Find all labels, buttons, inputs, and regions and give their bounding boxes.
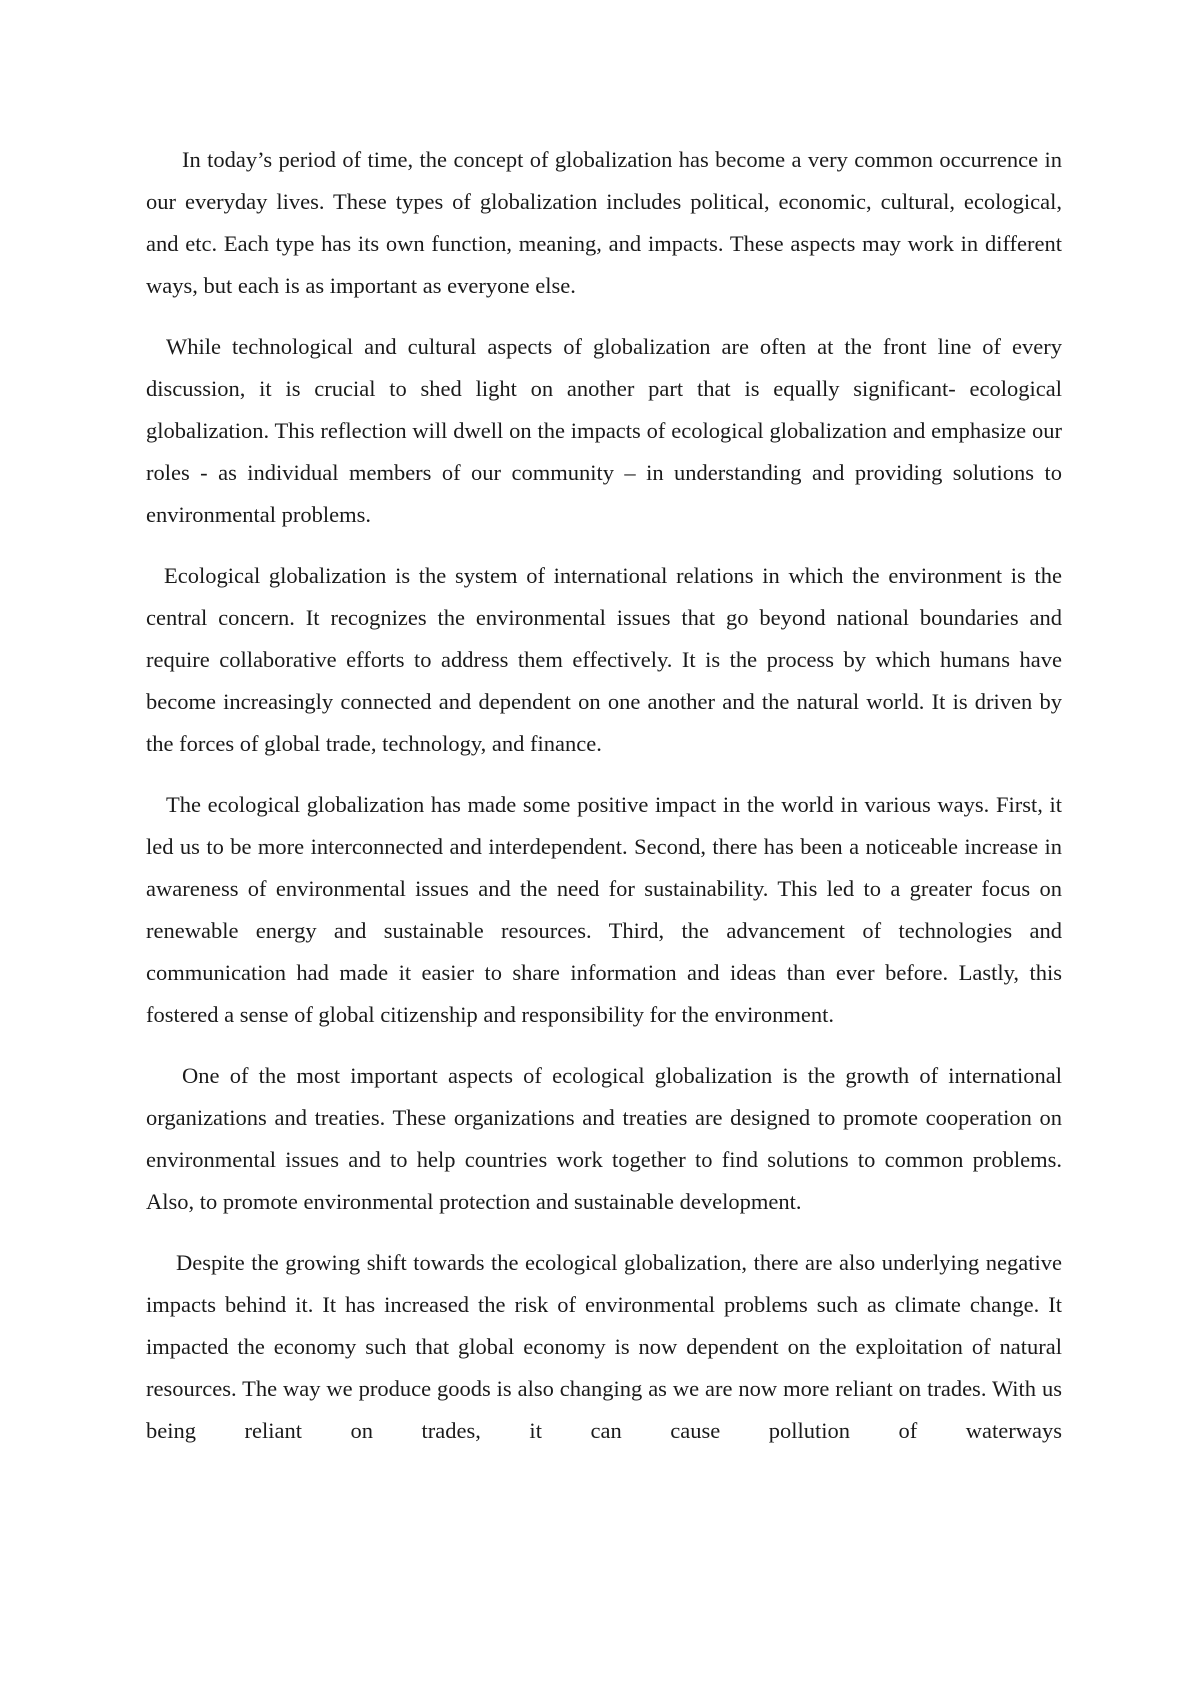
document-body: [146, 139, 1062, 1471]
paragraph-3: Ecological globalization is the system of international relations in which the environment is the central concern. It recognizes the environmental issues that go beyond national boundaries and require collaborative efforts to address them effectively. It is the process by which humans have become increasingly connected and dependent on one another and the natural world. It is driven by the forces of global trade, technology, and finance.: [146, 563, 1062, 756]
paragraph-1: In today’s period of time, the concept of globalization has become a very common occurrence in our everyday lives. These types of globalization includes political, economic, cultural, ecological, and etc. Each type has its own function, meaning, and impacts. These aspects may work in different ways, but each is as important as everyone else.: [146, 147, 1062, 298]
paragraph-5: One of the most important aspects of ecological globalization is the growth of international organizations and treaties. These organizations and treaties are designed to promote cooperation on environmental issues and to help countries work together to find solutions to common problems. Also, to promote environmental protection and sustainable development.: [146, 1063, 1062, 1214]
paragraph-6: Despite the growing shift towards the ecological globalization, there are also underlying negative impacts behind it. It has increased the risk of environmental problems such as climate change. It impacted the economy such that global economy is now dependent on the exploitation of natural resources. The way we produce goods is also changing as we are now more reliant on trades. With us being reliant on trades, it can cause pollution of waterways: [146, 1250, 1062, 1443]
paragraph-2: While technological and cultural aspects of globalization are often at the front line of every discussion, it is crucial to shed light on another part that is equally significant- ecological globalization. This reflection will dwell on the impacts of ecological globalization and emphasize our roles - as individual members of our community – in understanding and providing solutions to environmental problems.: [146, 334, 1062, 527]
paragraph-4: The ecological globalization has made some positive impact in the world in various ways. First, it led us to be more interconnected and interdependent. Second, there has been a noticeable increase in awareness of environmental issues and the need for sustainability. This led to a greater focus on renewable energy and sustainable resources. Third, the advancement of technologies and communication had made it easier to share information and ideas than ever before. Lastly, this fostered a sense of global citizenship and responsibility for the environment.: [146, 792, 1062, 1027]
